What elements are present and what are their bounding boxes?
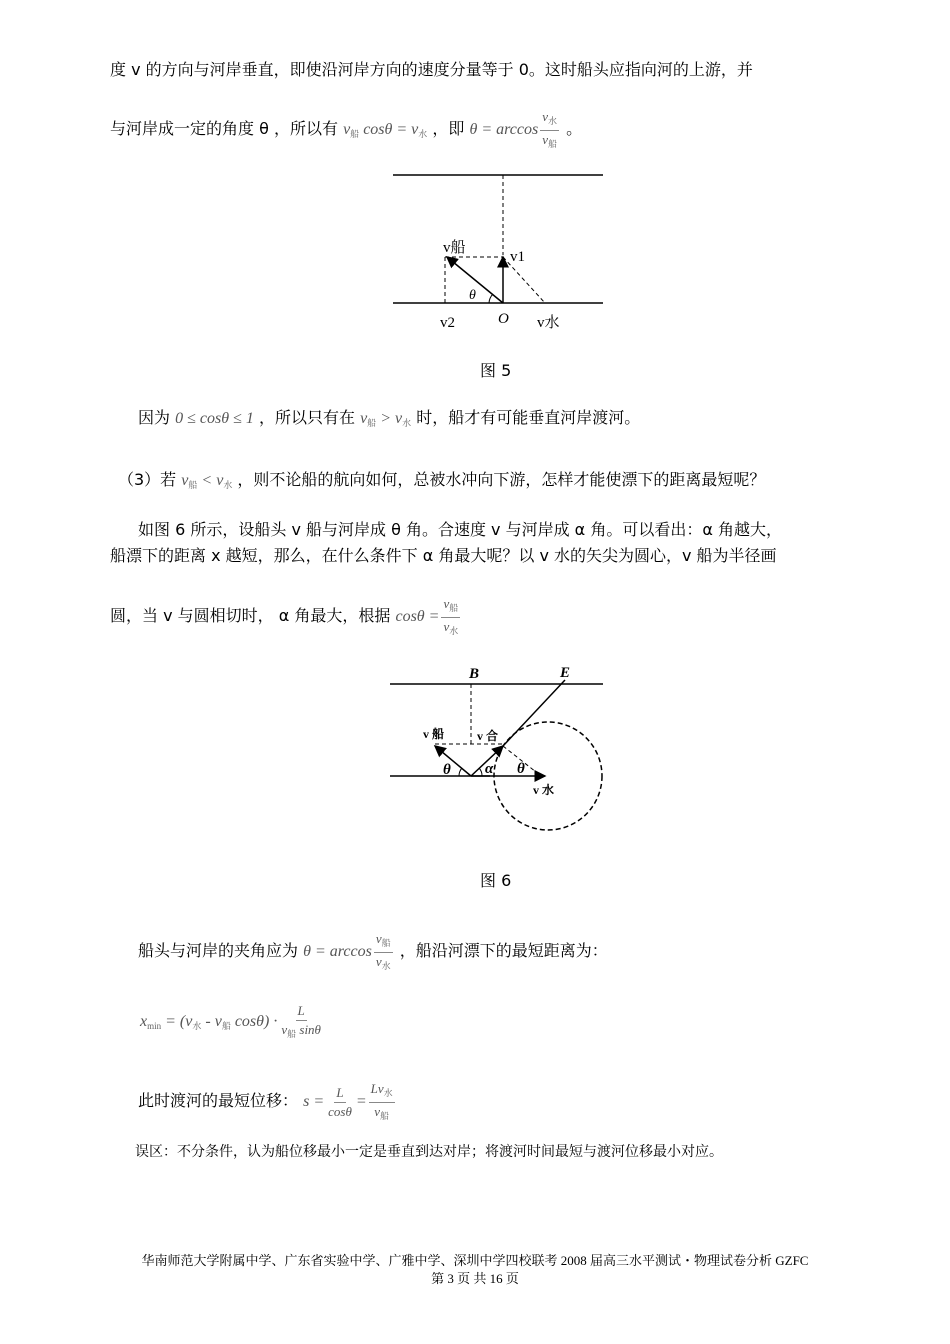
paragraph-line bbox=[110, 108, 582, 153]
text: 时，船才有可能垂直河岸渡河。 bbox=[416, 408, 641, 427]
paragraph-line bbox=[138, 930, 608, 975]
figure-5-caption: 图 5 bbox=[480, 361, 512, 380]
figure-6 bbox=[385, 660, 615, 840]
footer-title: 华南师范大学附属中学、广东省实验中学、广雅中学、深圳中学四校联考 2008 届高三水平测试・物理试卷分析 GZFC bbox=[141, 1253, 809, 1268]
label-vwater: v水 bbox=[537, 315, 560, 331]
misconception-note: 误区：不分条件，认为船位移最小一定是垂直到达对岸；将渡河时间最短与渡河位移最小对应。 bbox=[135, 1144, 723, 1160]
formula-s: s = $\frac{L}{\cos\theta}$ = $\frac{Lv_水}{v_船}$ bbox=[303, 1081, 393, 1121]
page-number: 第 3 页 共 16 页 bbox=[431, 1271, 519, 1286]
text: ，所以只有在 bbox=[258, 408, 355, 427]
figure-5 bbox=[385, 165, 615, 340]
text: 圆，当 v 与圆相切时， α 角最大，根据 bbox=[110, 606, 391, 626]
label-v1: v1 bbox=[510, 249, 525, 265]
text: 因为 bbox=[138, 408, 171, 427]
formula-xmin: $x_{min} = (v_水 - v_船$ cosθ) · $\frac{L}{v_船 \sin\theta}$ bbox=[140, 1003, 321, 1039]
figure-6-caption: 图 6 bbox=[480, 871, 512, 890]
label-theta-1: θ bbox=[443, 762, 451, 778]
label-vboat: v 船 bbox=[423, 727, 445, 741]
label-vboat: v船 bbox=[443, 240, 466, 256]
text: 此时渡河的最短位移： bbox=[138, 1091, 299, 1111]
text: ，即 bbox=[432, 119, 465, 139]
text: 船头与河岸的夹角应为 bbox=[138, 941, 299, 961]
label-alpha: α bbox=[485, 761, 494, 777]
text: 。 bbox=[566, 119, 583, 139]
formula-vboat-gt-vwater: $v_船 > v_水$ bbox=[360, 410, 412, 428]
formula-cos-range: 0 ≤ cosθ ≤ 1 bbox=[175, 410, 254, 427]
text: 与河岸成一定的角度 θ ，所以有 bbox=[110, 119, 338, 139]
paragraph-line bbox=[138, 1080, 397, 1125]
paragraph-line: 如图 6 所示，设船头 v 船与河岸成 θ 角。合速度 v 与河岸成 α 角。可以看出：α 角越大， bbox=[138, 520, 782, 539]
formula-cos-ratio: cosθ = $\frac{v_船}{v_水}$ bbox=[395, 596, 459, 636]
label-E: E bbox=[560, 665, 571, 681]
label-theta: θ bbox=[469, 288, 476, 303]
formula-vboat-cos: $v_船$ $\cos\theta = v_水$ bbox=[343, 121, 428, 140]
paragraph-line bbox=[118, 470, 765, 495]
label-theta-2: θ bbox=[517, 761, 525, 777]
formula-vboat-lt-vwater: $v_船 < v_水$ bbox=[181, 472, 233, 490]
paragraph-line bbox=[138, 408, 640, 433]
paragraph-line: 度 v 的方向与河岸垂直，即使沿河岸方向的速度分量等于 0。这时船头应指向河的上游，并 bbox=[110, 60, 753, 79]
label-vhe: v 合 bbox=[477, 729, 499, 743]
text: ，船沿河漂下的最短距离为： bbox=[399, 941, 608, 961]
formula-theta-arccos-2: θ = arccos $\frac{v_船}{v_水}$ bbox=[303, 931, 391, 971]
label-B: B bbox=[469, 666, 480, 682]
label-origin: O bbox=[498, 311, 509, 327]
label-v2: v2 bbox=[440, 315, 455, 331]
paragraph-line: 船漂下的距离 x 越短，那么，在什么条件下 α 角最大呢？以 v 水的矢尖为圆心，v 船为半径画 bbox=[110, 546, 777, 565]
formula-theta-arccos: θ = arccos $\frac{v_水}{v_船}$ bbox=[469, 109, 558, 149]
text: （3）若 bbox=[118, 470, 177, 489]
text: ，则不论船的航向如何，总被水冲向下游，怎样才能使漂下的距离最短呢？ bbox=[237, 470, 766, 489]
label-vwater: v 水 bbox=[533, 783, 555, 797]
paragraph-line bbox=[110, 595, 462, 640]
